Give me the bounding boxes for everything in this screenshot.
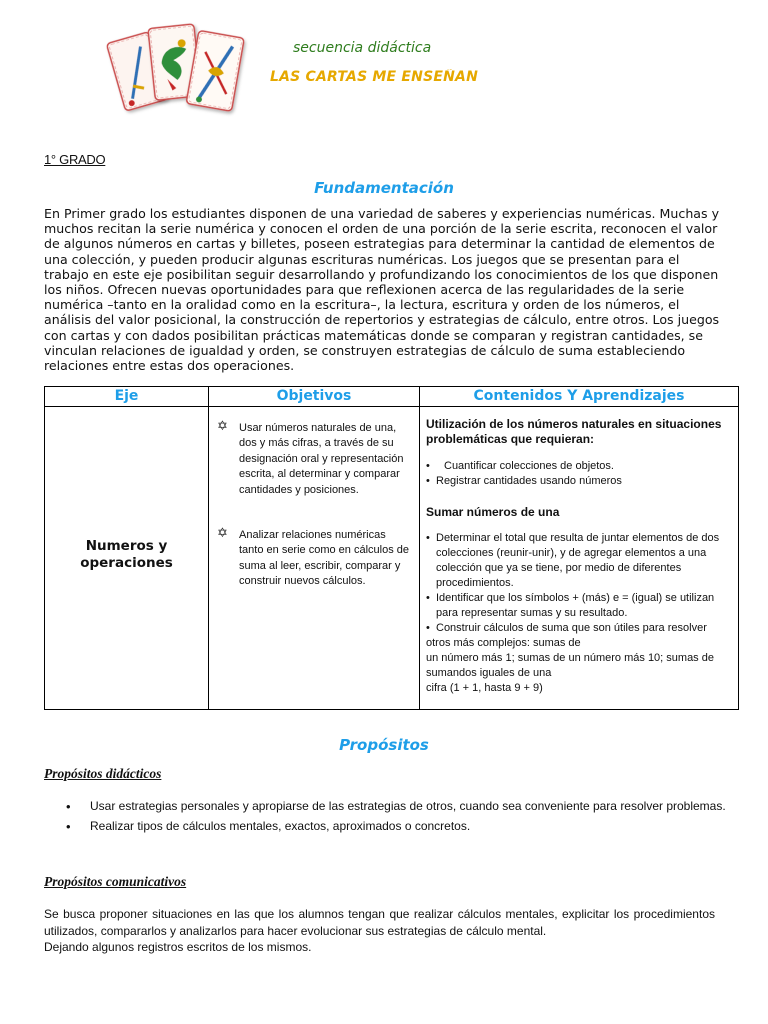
propositos-comunicativos-paragraph [44, 906, 715, 956]
list-item: • Determinar el total que resulta de juntar elementos de dos colecciones (reunir-unir), y de agregar elementos a una colección que ya se tiene, por medio de diferentes procedimientos. [426, 532, 720, 589]
list-continuation: otros más complejos: sumas de [426, 637, 581, 649]
propositos-didacticos-heading: Propósitos didácticos [44, 766, 162, 781]
objetivo-text: Analizar relaciones numéricas tanto en serie como en cálculos de suma al leer, escribir, comparar y construir nuevos cálculos. [239, 529, 409, 588]
list-item: • Identificar que los símbolos + (más) e = (igual) se utilizan para representar sumas y su resultado. [426, 592, 715, 619]
star-of-david-icon: ✡ [217, 418, 228, 433]
list-item: • Registrar cantidades usando números [426, 475, 622, 487]
propositos-didacticos-list [66, 797, 726, 836]
contenidos-list [426, 459, 736, 489]
bullet-icon: • [66, 799, 71, 814]
list-continuation: cifra (1 + 1, hasta 9 + 9) [426, 682, 543, 694]
table-header-contenidos: Contenidos Y Aprendizajes [420, 387, 738, 407]
grade-label: 1° GRADO [44, 152, 106, 167]
objetivo-text: Usar números naturales de una, dos y más cifras, a través de su designación oral y representación escrita, al determinar y comparar cantidades y posiciones. [239, 422, 404, 496]
contenidos-list [426, 531, 736, 696]
bullet-icon: • [426, 592, 430, 604]
fundamentacion-heading: Fundamentación [314, 179, 454, 197]
star-of-david-icon: ✡ [217, 525, 228, 540]
contenidos-subheading: Sumar números de una [426, 505, 560, 519]
eje-cell: Numeros y operaciones [80, 538, 173, 571]
table-header-objetivos: Objetivos [209, 387, 419, 407]
document-subtitle: secuencia didáctica [293, 40, 432, 56]
bullet-icon: • [66, 818, 71, 834]
document-title: LAS CARTAS ME ENSEÑAN [270, 69, 478, 85]
bullet-icon: • [426, 532, 430, 544]
bullet-icon: • [426, 475, 430, 487]
bullet-icon: • [426, 622, 430, 634]
table-divider [419, 387, 420, 709]
list-item: • Construir cálculos de suma que son útiles para resolver [426, 622, 707, 634]
paragraph-line: Se busca proponer situaciones en las que los alumnos tengan que realizar cálculos mentales, explicitar los procedimientos utilizados, compararlos y analizarlos para hacer evolucionar sus estrategias de cálculo mental. [44, 907, 715, 938]
list-continuation: un número más 1; sumas de un número más 10; sumas de sumandos iguales de una [426, 652, 714, 679]
contenidos-heading: Utilización de los números naturales en situaciones problemáticas que requieran: [426, 417, 722, 446]
fundamentacion-paragraph: En Primer grado los estudiantes disponen de una variedad de saberes y experiencias numéricas. Muchas y muchos recitan la serie numérica y conocen el orden de una porción de la serie escrita, reconocen el valor de algunos números en cartas y billetes, poseen estrategias para determinar la cantidad de elementos de una colección, y pueden producir algunas escrituras numéricas. Los juegos que se presentan para el trabajo en este eje posibilitan seguir desarrollando y profundizando los conocimientos de los que disponen los niños. Ofrecen nuevas oportunidades para que reflexionen acerca de las regularidades de la serie numérica –tanto en la oralidad como en la escritura–, la lectura, escritura y orden de los números, el análisis del valor posicional, la construcción de repertorios y estrategias de cálculo, entre otros. Los juegos con cartas y con dados posibilitan prácticas matemáticas donde se comparan y registran cantidades, se vinculan relaciones de igualdad y orden, se construyen estrategias de cálculo de suma estableciendo relaciones entre estas dos operaciones. [44, 206, 720, 374]
objetivo-item [217, 418, 413, 498]
bullet-icon: • [426, 460, 430, 472]
list-item: • Usar estrategias personales y apropiarse de las estrategias de otros, cuando sea conveniente para resolver problemas. [66, 797, 726, 817]
propositos-comunicativos-heading: Propósitos comunicativos [44, 874, 187, 889]
table-header-eje: Eje [45, 387, 208, 407]
paragraph-line: Dejando algunos registros escritos de los mismos. [44, 940, 312, 954]
objetivo-item [217, 525, 413, 590]
table-divider [208, 387, 209, 709]
playing-cards-illustration [104, 14, 254, 126]
list-item: • Realizar tipos de cálculos mentales, exactos, aproximados o concretos. [66, 817, 726, 837]
curriculum-table [44, 386, 739, 710]
propositos-heading: Propósitos [339, 736, 429, 754]
list-item: • Cuantificar colecciones de objetos. [426, 460, 614, 472]
